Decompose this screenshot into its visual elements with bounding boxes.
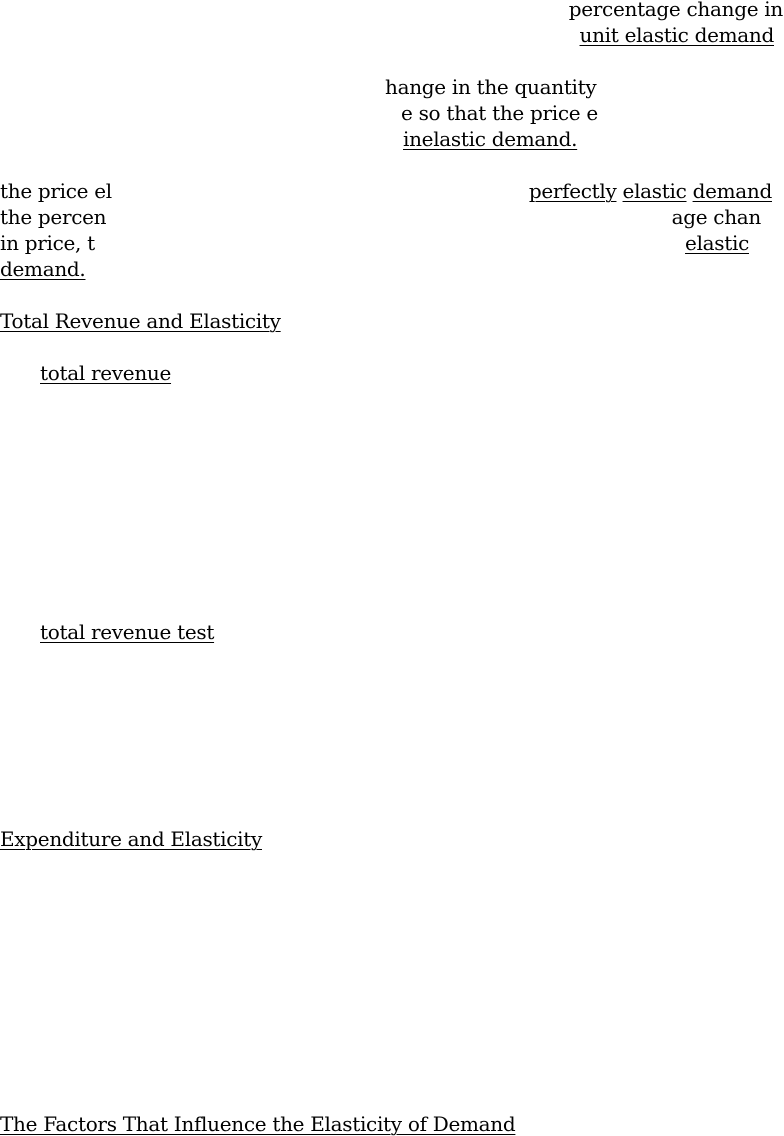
term-demand-word: demand <box>692 179 772 203</box>
fragment-the-price-el: the price el <box>0 179 112 203</box>
fragment-percentage-change: percentage change in <box>568 0 783 21</box>
term-elastic-line: elastic <box>685 231 749 255</box>
heading-total-revenue-and-elasticity: Total Revenue and Elasticity <box>0 309 281 333</box>
term-inelastic-demand: inelastic demand. <box>403 127 578 151</box>
fragment-age-chan: age chan <box>671 205 761 229</box>
term-elastic: elastic <box>622 179 687 203</box>
term-total-revenue: total revenue <box>40 361 172 385</box>
fragment-in-price: in price, t <box>0 231 95 255</box>
fragment-the-percen: the percen <box>0 205 107 229</box>
fragment-change-in-quantity: hange in the quantity <box>385 75 597 99</box>
heading-factors-elasticity-of-demand: The Factors That Influence the Elasticity of Demand <box>0 1112 516 1136</box>
term-total-revenue-test: total revenue test <box>40 620 215 644</box>
fragment-so-that-price: e so that the price e <box>401 101 598 125</box>
heading-expenditure-and-elasticity: Expenditure and Elasticity <box>0 827 262 851</box>
term-perfectly: perfectly <box>528 179 617 203</box>
term-unit-elastic-demand: unit elastic demand <box>579 23 774 47</box>
term-demand: demand. <box>0 257 86 281</box>
term-perfectly-elastic-demand <box>529 180 772 202</box>
